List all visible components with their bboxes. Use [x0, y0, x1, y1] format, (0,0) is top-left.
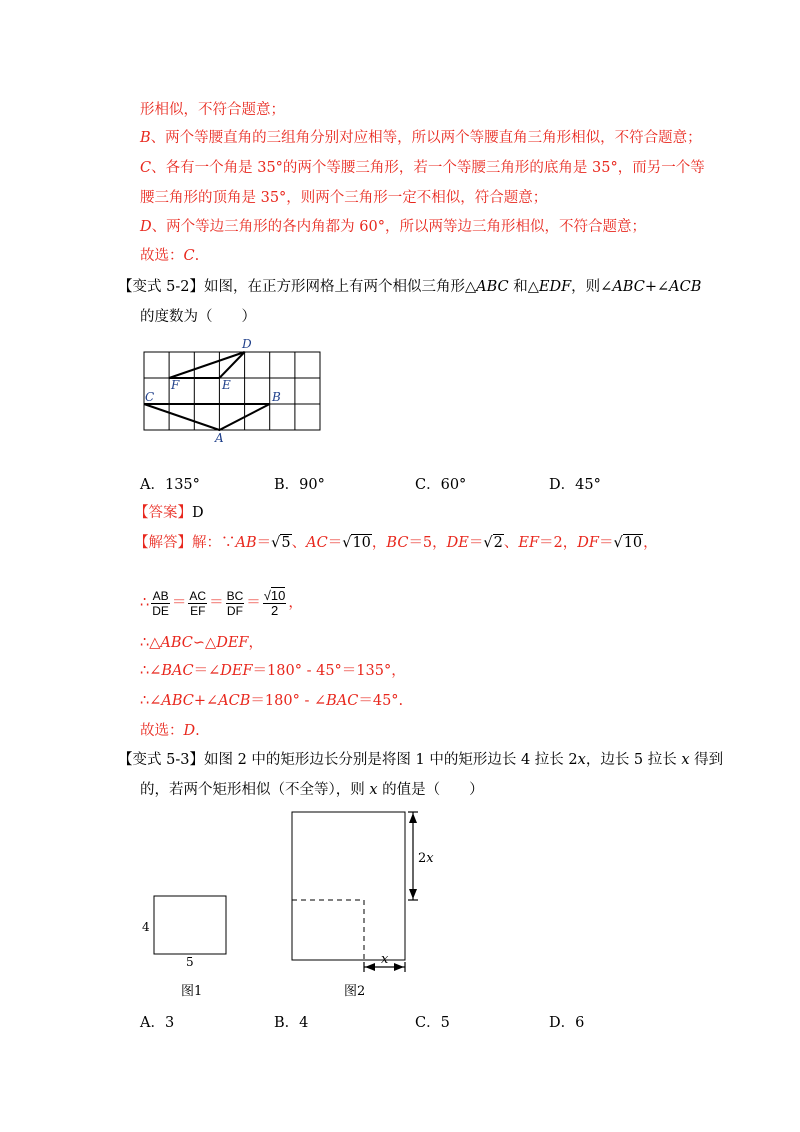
q52-option-c[interactable] — [415, 473, 466, 494]
sol-ef: EF — [518, 535, 540, 551]
q53-stem-line2 — [140, 780, 484, 800]
frac-num: AB — [152, 588, 169, 603]
q53-x1: x — [577, 752, 586, 768]
prev-line-b — [140, 128, 702, 148]
sqrt-5-radicand: 5 — [281, 535, 291, 551]
choice-suffix: . — [194, 248, 200, 264]
frac-num: AC — [189, 588, 207, 603]
option-label: C． — [415, 477, 441, 493]
sqrt-10: √10 — [342, 535, 371, 551]
q52-fraction-line — [140, 583, 303, 623]
frac-sqrt10-2 — [263, 589, 287, 618]
grid-figure — [138, 336, 328, 444]
label-point-d: D — [242, 337, 252, 351]
sol-eq6: ＝ — [598, 535, 614, 551]
frac-ac-ef — [188, 589, 207, 618]
option-label: C． — [415, 1015, 441, 1031]
q52-step1 — [140, 633, 263, 653]
fig2-2x-num: 2 — [418, 851, 427, 866]
rect-small — [154, 896, 226, 954]
text-b: 、两个等腰直角的三组角分别对应相等，所以两个等腰直角三角形相似，不符合题意； — [150, 130, 702, 146]
sqrt-2-radicand: 2 — [493, 535, 503, 551]
frac-den: EF — [190, 603, 206, 618]
q52-option-b[interactable] — [274, 473, 325, 494]
frac-bc-df — [226, 589, 245, 618]
q52-stem-line2: 的度数为（ ） — [140, 309, 256, 325]
option-value: 45° — [575, 477, 601, 493]
rect-large — [292, 812, 405, 960]
sol-p0: 解：∵ — [192, 535, 236, 551]
fig2-label-x: x — [381, 952, 389, 967]
answer-value: D — [192, 505, 204, 521]
step3-b: ACB — [218, 693, 251, 709]
q52-text2: ，则∠ — [571, 279, 613, 295]
option-label: B． — [274, 1015, 300, 1031]
step2-end: ＝180° ‐ 45°＝135°， — [252, 663, 406, 679]
q53-line2a: 的，若两个矩形相似（不全等），则 — [140, 782, 370, 798]
frac-num: √10 — [263, 587, 286, 603]
sol-eq2: ＝ — [327, 535, 343, 551]
step3-pre: ∴∠ — [140, 693, 162, 709]
option-value: 4 — [299, 1015, 309, 1031]
label-point-e: E — [222, 378, 231, 392]
q52-stem-line1 — [118, 277, 701, 297]
label-b: B — [140, 130, 151, 146]
step3-mid2: ＝180° ‐ ∠ — [250, 693, 327, 709]
frac-eq: ＝ — [246, 595, 261, 611]
label-point-b: B — [272, 390, 281, 404]
q52-acb: ACB — [669, 279, 702, 295]
step3-a: ABC — [161, 693, 194, 709]
q53-x2: x — [681, 752, 690, 768]
option-label: B． — [274, 477, 300, 493]
frac-sqrt-radicand: 10 — [270, 587, 286, 603]
sol-df: DF — [577, 535, 599, 551]
option-value: 90° — [299, 477, 325, 493]
triangle-abc — [144, 404, 270, 430]
step1-b: DEF — [216, 635, 249, 651]
step2-mid: ＝∠ — [193, 663, 221, 679]
q52-plus: +∠ — [644, 279, 670, 295]
prev-line-d — [140, 217, 646, 237]
option-value: 3 — [164, 1015, 175, 1031]
q53-line2b: 的值是（ ） — [377, 782, 484, 798]
frac-num: BC — [226, 588, 244, 603]
step3-mid: +∠ — [193, 693, 219, 709]
sol-sep2: ， — [371, 535, 387, 551]
q53-x3: x — [369, 782, 378, 798]
sqrt-2: √2 — [483, 535, 503, 551]
q52-step3 — [140, 691, 403, 711]
frac-eq: ＝ — [171, 595, 187, 611]
option-value: 6 — [575, 1015, 585, 1031]
choice-value: D — [183, 723, 196, 739]
q52-and: 和△ — [508, 279, 539, 295]
frac-den: DF — [226, 603, 243, 618]
step2-a: BAC — [161, 663, 194, 679]
sol-eq5: ＝2， — [539, 535, 578, 551]
solution-tag: 【解答】 — [134, 535, 192, 551]
step1-mid: ∽△ — [192, 635, 217, 651]
frac-den: 2 — [270, 602, 279, 618]
step3-c: BAC — [326, 693, 359, 709]
q53-tag: 【变式 5-3】 — [118, 752, 204, 768]
choice-suffix: . — [195, 723, 200, 739]
option-label: A． — [140, 1015, 165, 1031]
step2-b: DEF — [220, 663, 253, 679]
q52-choice — [140, 721, 200, 741]
q53-text3: 得到 — [689, 752, 724, 768]
q52-answer — [134, 503, 204, 523]
sol-eq1: ＝ — [256, 535, 272, 551]
label-point-a: A — [215, 431, 224, 444]
figure-1 — [138, 888, 238, 1000]
arrow-left — [365, 963, 375, 971]
arrow-right — [394, 963, 404, 971]
fig1-side-5: 5 — [186, 955, 194, 969]
prev-choice — [140, 246, 199, 266]
label-point-c: C — [145, 390, 155, 404]
sol-end: ， — [643, 535, 658, 551]
option-label: D． — [549, 477, 576, 493]
option-label: D． — [549, 1015, 576, 1031]
therefore: ∴ — [140, 595, 150, 611]
sqrt-5: √5 — [271, 535, 291, 551]
label-d: D — [140, 219, 152, 235]
sqrt-10-radicand: 10 — [352, 535, 371, 551]
step2-pre: ∴∠ — [140, 663, 162, 679]
sol-ac: AC — [306, 535, 328, 551]
fig2-2x-var: x — [426, 851, 434, 866]
step3-end: ＝45°. — [358, 693, 404, 709]
figure-2 — [280, 806, 450, 1000]
q53-option-a[interactable] — [140, 1011, 174, 1032]
step1-end: ， — [248, 635, 263, 651]
step1-pre: ∴△ — [140, 635, 161, 651]
label-point-f: F — [171, 378, 180, 392]
arrow-down — [409, 889, 417, 899]
fig2-label-2x — [418, 851, 434, 866]
frac-den: DE — [152, 603, 169, 618]
answer-tag: 【答案】 — [134, 505, 192, 521]
sol-de: DE — [446, 535, 469, 551]
frac-end: ， — [288, 595, 303, 611]
sqrt-10b: √10 — [613, 535, 643, 551]
q52-edf: EDF — [538, 279, 572, 295]
frac-ab-de — [151, 589, 170, 618]
q52-abc: ABC — [476, 279, 509, 295]
q53-option-c[interactable] — [415, 1011, 450, 1032]
choice-prefix: 故选： — [140, 723, 184, 739]
fig1-side-4: 4 — [142, 920, 150, 934]
q53-option-d[interactable] — [549, 1011, 584, 1032]
choice-prefix: 故选： — [140, 248, 184, 264]
frac-eq: ＝ — [209, 595, 224, 611]
sol-bc: BC — [386, 535, 409, 551]
q53-text2: ，边长 5 拉长 — [585, 752, 682, 768]
option-label: A． — [140, 477, 165, 493]
prev-line-c2: 腰三角形的顶角是 35°，则两个三角形一定不相似，符合题意； — [140, 190, 548, 206]
sol-eq4: ＝ — [468, 535, 484, 551]
sqrt-10b-radicand: 10 — [623, 535, 643, 551]
q53-text1: 如图 2 中的矩形边长分别是将图 1 中的矩形边长 4 拉长 2 — [203, 752, 578, 768]
option-value: 5 — [440, 1015, 450, 1031]
q52-option-d[interactable] — [549, 473, 601, 494]
q52-text1: 如图，在正方形网格上有两个相似三角形△ — [203, 279, 477, 295]
prev-line-1: 形相似，不符合题意； — [140, 102, 285, 118]
q53-option-b[interactable] — [274, 1011, 308, 1032]
q52-tag: 【变式 5-2】 — [118, 279, 204, 295]
step1-a: ABC — [160, 635, 193, 651]
text-d: 、两个等边三角形的各内角都为 60°，所以两等边三角形相似，不符合题意； — [151, 219, 646, 235]
arrow-up — [409, 813, 417, 823]
triangle-def — [169, 352, 245, 378]
choice-value: C — [183, 248, 195, 264]
label-c: C — [140, 160, 152, 176]
option-value: 60° — [440, 477, 467, 493]
prev-line-c — [140, 158, 705, 178]
sol-sep3: 、 — [503, 535, 519, 551]
sol-sep1: 、 — [291, 535, 307, 551]
sol-eq3: ＝5， — [408, 535, 447, 551]
q52-abc2: ABC — [612, 279, 645, 295]
q52-option-a[interactable] — [140, 473, 200, 494]
q52-solution-line1 — [134, 533, 658, 553]
sol-ab: AB — [235, 535, 257, 551]
q53-stem-line1 — [118, 750, 723, 770]
text-c: 、各有一个角是 35°的两个等腰三角形，若一个等腰三角形的底角是 35°，而另一个等 — [151, 160, 705, 176]
option-value: 135° — [164, 477, 200, 493]
q52-step2 — [140, 661, 406, 681]
fig2-caption: 图2 — [344, 984, 366, 999]
fig1-caption: 图1 — [181, 984, 203, 999]
